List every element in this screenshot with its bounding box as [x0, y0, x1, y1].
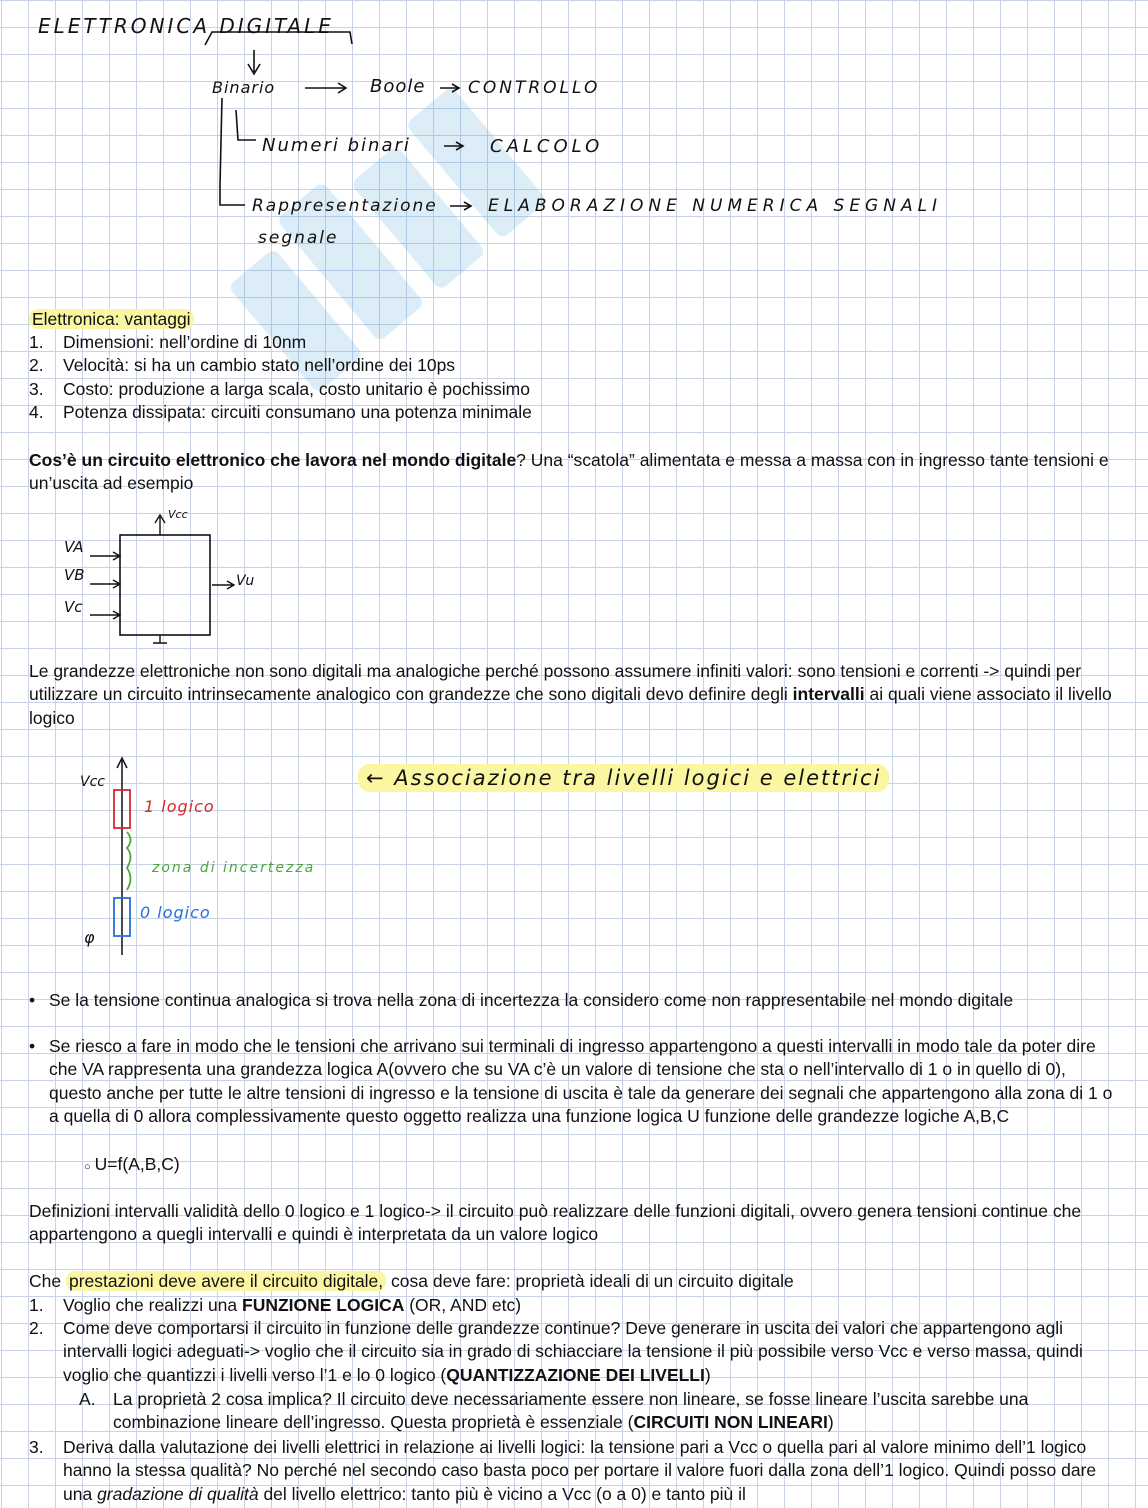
- header-rappresentazione: Rappresentazione: [252, 196, 438, 216]
- vantaggi-item: 1. Dimensioni: nell’ordine di 10nm: [29, 332, 307, 352]
- box-vu-label: Vu: [236, 573, 255, 589]
- header-boole: Boole: [370, 76, 426, 97]
- header-numeri: Numeri binari: [262, 135, 411, 156]
- incertezza-label: zona di incertezza: [152, 860, 316, 876]
- prestazioni-line: Che prestazioni deve avere il circuito digitale, cosa deve fare: proprietà ideali di un circuito digitale: [29, 1271, 794, 1291]
- associazione-note: ← Associazione tra livelli logici e elettrici: [358, 764, 889, 792]
- logic-levels-diagram: [70, 750, 370, 965]
- logic-0-label: 0 logico: [140, 903, 211, 922]
- box-vc-label: Vc: [64, 598, 83, 616]
- vantaggi-item: 2. Velocità: si ha un cambio stato nell’ordine dei 10ps: [29, 355, 456, 375]
- vantaggi-item: 3. Costo: produzione a larga scala, costo unitario è pochissimo: [29, 379, 530, 399]
- header-controllo: CONTROLLO: [468, 78, 601, 98]
- proprieta-item: 1. Voglio che realizzi una FUNZIONE LOGICA (OR, AND etc): [29, 1295, 522, 1315]
- levels-zero-label: φ: [84, 928, 95, 947]
- box-va-label: VA: [64, 538, 84, 556]
- bullet-funzione-logica: • Se riesco a fare in modo che le tensioni che arrivano sui terminali di ingresso appartengono a questi intervalli in modo tale da poter dire che VA rappresenta una grandezza logica A(ovvero che su VA c’è un valore di tensione che sta o nell’intervallo di 1 o in quello di 0), questo anche per tutte le altre tensioni di ingresso e la tensione di uscita è tale da generare dei segnali che appartengono alla zona di 1 o a quella di 0 allora complessivamente questo oggetto realizza una funzione logica U funzione delle grandezze logiche A,B,C: [29, 1035, 1121, 1129]
- proprieta-item: 3. Deriva dalla valutazione dei livelli elettrici in relazione ai livelli logici: la tensione pari a Vcc o quella pari al valore minimo dell’1 logico hanno la stessa qualità? No perché nel secondo caso basta poco per portare il valore fuori dalla zona dell’1 logico. Quindi posso dare una gradazione di qualità del livello elettrico: tanto più è vicino a Vcc (o a 0) e tanto più il: [29, 1437, 1097, 1504]
- grandezze-paragraph: Le grandezze elettroniche non sono digitali ma analogiche perché possono assumere infiniti valori: sono tensioni e correnti -> quindi per utilizzare un circuito intrinsecamente analogico con grandezze che sono digitali devo definire degli intervalli ai quali viene associato il livello logico: [29, 661, 1112, 728]
- levels-vcc-label: Vcc: [80, 774, 105, 790]
- definizioni-paragraph: Definizioni intervalli validità dello 0 logico e 1 logico-> il circuito può realizzare delle funzioni digitali, ovvero genera tensioni continue che appartengono a quegli intervalli e quindi è interpretata da un valore logico: [29, 1201, 1082, 1245]
- header-calcolo: CALCOLO: [490, 136, 604, 157]
- box-vcc-label: Vcc: [168, 508, 188, 521]
- box-vb-label: VB: [64, 566, 85, 584]
- header-title: ELETTRONICA DIGITALE: [38, 14, 334, 38]
- proprieta-subitem: A. La proprietà 2 cosa implica? Il circuito deve necessariamente essere non lineare, se fosse lineare l’uscita sarebbe una combinazione lineare dell’ingresso. Questa proprietà è essenziale (CIRCUITI NON LINEARI): [79, 1389, 1029, 1433]
- bullet-incertezza: • Se la tensione continua analogica si trova nella zona di incertezza la considero come non rappresentabile nel mondo digitale: [29, 989, 1121, 1012]
- header-segnale: segnale: [258, 228, 339, 248]
- proprieta-item: 2. Come deve comportarsi il circuito in funzione delle grandezze continue? Deve generare in uscita dei valori che appartengono agli intervalli logici adeguati-> voglio che il circuito sia in grado di schiacciare la tensione il più possibile verso Vcc e verso massa, quindi voglio che quantizzi i livelli verso l’1 e lo 0 logico (QUANTIZZAZIONE DEI LIVELLI): [29, 1318, 1083, 1385]
- vantaggi-item: 4. Potenza dissipata: circuiti consumano una potenza minimale: [29, 402, 532, 422]
- header-binario: Binario: [212, 78, 276, 97]
- vantaggi-heading: Elettronica: vantaggi: [29, 308, 194, 331]
- header-elaborazione: ELABORAZIONE NUMERICA SEGNALI: [488, 196, 943, 216]
- circuito-paragraph: Cos’è un circuito elettronico che lavora nel mondo digitale? Una “scatola” alimentata e messa a massa con in ingresso tante tensioni e un’uscita ad esempio: [29, 450, 1109, 494]
- logic-1-label: 1 logico: [144, 797, 215, 816]
- sub-bullet: ○ U=f(A,B,C): [84, 1154, 180, 1174]
